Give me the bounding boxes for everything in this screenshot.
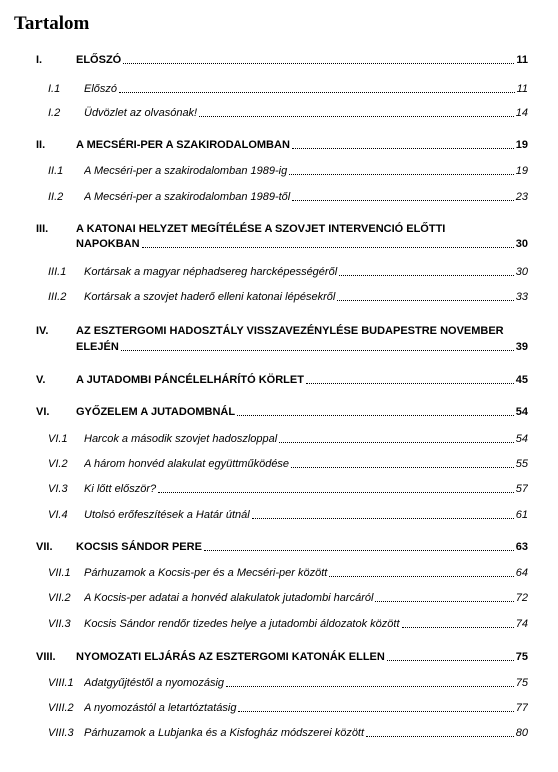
toc-entry-leader-line <box>84 676 528 690</box>
toc-entry-leader-line <box>84 726 528 740</box>
toc-entry-page: 61 <box>515 509 528 521</box>
toc-entry-leader-line <box>84 265 528 279</box>
toc-entry-number: III. <box>36 223 49 235</box>
toc-entry-page: 11 <box>516 54 528 66</box>
toc-entry-dot-leader <box>292 200 514 201</box>
toc-chapter[interactable] <box>0 405 558 423</box>
toc-entry-title: NAPOKBAN <box>76 238 140 250</box>
toc-entry-title: A JUTADOMBI PÁNCÉLELHÁRÍTÓ KÖRLET <box>76 374 304 386</box>
toc-entry-number: VIII.3 <box>48 727 74 739</box>
toc-entry-title: KOCSIS SÁNDOR PERE <box>76 541 202 553</box>
toc-entry-number: I. <box>36 54 43 66</box>
toc-entry-number: II.1 <box>48 165 64 177</box>
toc-chapter[interactable] <box>0 237 558 255</box>
toc-entry-number: VII. <box>36 541 53 553</box>
toc-section[interactable] <box>0 482 558 500</box>
toc-entry-page: 30 <box>515 238 528 250</box>
toc-entry-number: VI.4 <box>48 509 68 521</box>
toc-entry-dot-leader <box>204 550 514 551</box>
toc-entry-leader-line <box>84 508 528 522</box>
toc-entry-number: VII.3 <box>48 618 71 630</box>
toc-entry-title: Kocsis Sándor rendőr tizedes helye a jutadombi áldozatok között <box>84 618 400 630</box>
toc-entry-page: 54 <box>515 433 528 445</box>
toc-entry-page: 55 <box>515 458 528 470</box>
toc-entry-title: Utolsó erőfeszítések a Határ útnál <box>84 509 250 521</box>
toc-entry-leader-line <box>76 540 528 554</box>
toc-entry-page: 19 <box>515 165 528 177</box>
toc-entry-leader-line <box>76 340 528 354</box>
toc-entry-dot-leader <box>199 116 514 117</box>
toc-section[interactable] <box>0 726 558 744</box>
toc-entry-page: 45 <box>515 374 528 386</box>
toc-entry-title: ELEJÉN <box>76 341 119 353</box>
toc-entry-title: A nyomozástól a letartóztatásig <box>84 702 237 714</box>
toc-entry-title: NYOMOZATI ELJÁRÁS AZ ESZTERGOMI KATONÁK ELLEN <box>76 651 385 663</box>
toc-entry-title-line1: AZ ESZTERGOMI HADOSZTÁLY VISSZAVEZÉNYLÉSE BUDAPESTRE NOVEMBER <box>76 325 504 337</box>
toc-entry-dot-leader <box>291 467 514 468</box>
toc-entry-leader-line <box>84 482 528 496</box>
toc-entry-number: VI.1 <box>48 433 68 445</box>
toc-section[interactable] <box>0 566 558 584</box>
toc-entry-dot-leader <box>142 247 514 248</box>
toc-entry-page: 23 <box>515 191 528 203</box>
toc-entry-page: 19 <box>515 139 528 151</box>
toc-entry-dot-leader <box>329 576 513 577</box>
toc-section[interactable] <box>0 82 558 100</box>
toc-section[interactable] <box>0 164 558 182</box>
toc-entry-number: VII.1 <box>48 567 71 579</box>
toc-chapter[interactable] <box>0 340 558 358</box>
toc-entry-title: A Kocsis-per adatai a honvéd alakulatok jutadombi harcáról <box>84 592 374 604</box>
toc-entry-leader-line <box>84 457 528 471</box>
toc-entry-page: 77 <box>515 702 528 714</box>
toc-entry-title: A MECSÉRI-PER A SZAKIRODALOMBAN <box>76 139 290 151</box>
toc-entry-leader-line <box>84 164 528 178</box>
toc-entry-title: GYŐZELEM A JUTADOMBNÁL <box>76 406 236 418</box>
toc-entry-leader-line <box>84 106 528 120</box>
toc-section[interactable] <box>0 701 558 719</box>
toc-entry-page: 72 <box>515 592 528 604</box>
toc-entry-number: III.1 <box>48 266 67 278</box>
toc-entry-number: V. <box>36 374 46 386</box>
toc-entry-title: Kortársak a szovjet haderő elleni katonai lépésekről <box>84 291 336 303</box>
toc-entry-dot-leader <box>252 518 514 519</box>
toc-entry-page: 63 <box>515 541 528 553</box>
toc-entry-dot-leader <box>292 148 514 149</box>
toc-entry-number: II.2 <box>48 191 64 203</box>
toc-entry-page: 39 <box>515 341 528 353</box>
page-title: Tartalom <box>14 13 90 34</box>
toc-entry-title: Előszó <box>84 83 118 95</box>
toc-section[interactable] <box>0 106 558 124</box>
toc-section[interactable] <box>0 432 558 450</box>
toc-entry-dot-leader <box>339 275 514 276</box>
toc-entry-page: 75 <box>515 651 528 663</box>
toc-section[interactable] <box>0 676 558 694</box>
toc-section[interactable] <box>0 617 558 635</box>
toc-chapter[interactable] <box>0 53 558 71</box>
toc-entry-dot-leader <box>226 686 514 687</box>
toc-entry-leader-line <box>76 650 528 664</box>
toc-entry-number: VI.3 <box>48 483 68 495</box>
toc-entry-page: 75 <box>515 677 528 689</box>
toc-section[interactable] <box>0 190 558 208</box>
toc-entry-page: 14 <box>515 107 528 119</box>
toc-entry-leader-line <box>84 617 528 631</box>
toc-entry-number: I.2 <box>48 107 61 119</box>
toc-entry-number: IV. <box>36 325 49 337</box>
toc-entry-leader-line <box>76 237 528 251</box>
toc-entry-title: Kortársak a magyar néphadsereg harcképességéről <box>84 266 338 278</box>
toc-entry-number: II. <box>36 139 46 151</box>
toc-entry-dot-leader <box>289 174 514 175</box>
toc-entry-title: A három honvéd alakulat együttműködése <box>84 458 290 470</box>
toc-entry-number: I.1 <box>48 83 61 95</box>
toc-entry-leader-line <box>76 373 528 387</box>
toc-entry-dot-leader <box>366 736 514 737</box>
toc-section[interactable] <box>0 265 558 283</box>
toc-entry-number: VIII.1 <box>48 677 74 689</box>
toc-entry-leader-line <box>76 405 528 419</box>
toc-entry-leader-line <box>84 82 528 96</box>
toc-entry-dot-leader <box>387 660 514 661</box>
toc-entry-title: Üdvözlet az olvasónak! <box>84 107 198 119</box>
toc-section[interactable] <box>0 591 558 609</box>
toc-entry-dot-leader <box>238 711 513 712</box>
toc-entry-dot-leader <box>402 627 514 628</box>
toc-entry-number: VIII.2 <box>48 702 74 714</box>
toc-entry-leader-line <box>84 701 528 715</box>
toc-entry-number: VI. <box>36 406 50 418</box>
toc-entry-leader-line <box>84 566 528 580</box>
toc-entry-title: ELŐSZÓ <box>76 54 122 66</box>
toc-entry-title: Harcok a második szovjet hadoszloppal <box>84 433 278 445</box>
toc-chapter[interactable] <box>0 138 558 156</box>
toc-entry-leader-line <box>76 138 528 152</box>
toc-entry-title-line1: A KATONAI HELYZET MEGÍTÉLÉSE A SZOVJET INTERVENCIÓ ELŐTTI <box>76 223 446 235</box>
toc-entry-dot-leader <box>375 601 513 602</box>
toc-entry-page: 33 <box>515 291 528 303</box>
toc-entry-page: 64 <box>515 567 528 579</box>
toc-entry-title: A Mecséri-per a szakirodalomban 1989-től <box>84 191 291 203</box>
toc-entry-dot-leader <box>279 442 514 443</box>
toc-entry-number: VII.2 <box>48 592 71 604</box>
toc-entry-title: Párhuzamok a Lubjanka és a Kisfogház módszerei között <box>84 727 365 739</box>
toc-entry-dot-leader <box>337 300 513 301</box>
toc-entry-number: VIII. <box>36 651 56 663</box>
toc-entry-page: 74 <box>515 618 528 630</box>
toc-entry-page: 54 <box>515 406 528 418</box>
toc-entry-number: III.2 <box>48 291 67 303</box>
toc-entry-dot-leader <box>306 383 514 384</box>
toc-entry-title: Ki lőtt először? <box>84 483 157 495</box>
toc-section[interactable] <box>0 457 558 475</box>
toc-entry-number: VI.2 <box>48 458 68 470</box>
toc-chapter[interactable] <box>0 540 558 558</box>
toc-entry-dot-leader <box>121 350 514 351</box>
toc-entry-leader-line <box>84 432 528 446</box>
toc-entry-leader-line <box>84 190 528 204</box>
toc-entry-title: Párhuzamok a Kocsis-per és a Mecséri-per között <box>84 567 328 579</box>
toc-entry-title: Adatgyűjtéstől a nyomozásig <box>84 677 225 689</box>
toc-chapter[interactable] <box>0 373 558 391</box>
toc-entry-page: 57 <box>515 483 528 495</box>
toc-entry-page: 80 <box>515 727 528 739</box>
toc-entry-dot-leader <box>158 492 514 493</box>
toc-entry-dot-leader <box>237 415 514 416</box>
toc-chapter[interactable] <box>0 650 558 668</box>
toc-section[interactable] <box>0 290 558 308</box>
toc-section[interactable] <box>0 508 558 526</box>
toc-entry-dot-leader <box>123 63 514 64</box>
toc-entry-page: 11 <box>516 83 528 95</box>
toc-entry-page: 30 <box>515 266 528 278</box>
toc-entry-leader-line <box>76 53 528 67</box>
toc-entry-title: A Mecséri-per a szakirodalomban 1989-ig <box>84 165 288 177</box>
toc-entry-leader-line <box>84 591 528 605</box>
toc-entry-leader-line <box>84 290 528 304</box>
toc-entry-dot-leader <box>119 92 515 93</box>
